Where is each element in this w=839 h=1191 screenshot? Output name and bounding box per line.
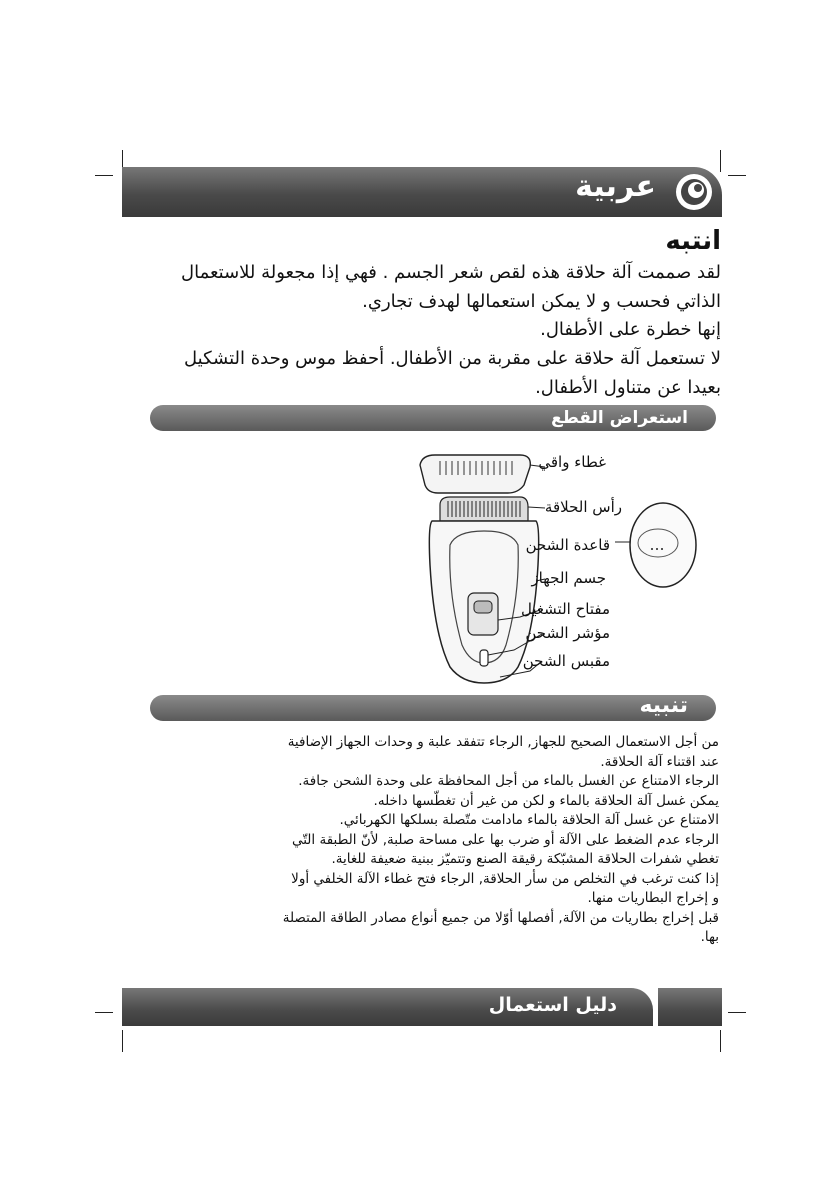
caution-line: يمكن غسل آلة الحلاقة بالماء و لكن من غير أن تغطّسها داخله. xyxy=(373,792,719,809)
caution-line: عند اقتناء آلة الحلاقة. xyxy=(600,753,719,770)
children-paragraph xyxy=(121,344,721,402)
crop-mark xyxy=(95,1012,113,1013)
caution-line: إذا كنت ترغب في التخلص من سأر الحلاقة, الرجاء فتح غطاء الآلة الخلفي أولا xyxy=(291,870,719,887)
caution-line: تغطي شفرات الحلاقة المشبّكة رقيقة الصنع وتتميّز ببنية ضعيفة للغاية. xyxy=(331,851,719,867)
caution-line: الرجاء الامتناع عن الغسل بالماء من أجل المحافظة على وحدة الشحن جافة. xyxy=(298,773,719,789)
crop-mark xyxy=(720,150,721,172)
crop-mark xyxy=(122,1030,123,1052)
header-bar xyxy=(122,167,722,217)
caution-section-title: تنبيه xyxy=(639,693,688,718)
page-language-title: عربية xyxy=(575,169,656,204)
parts-section-title: استعراض القطع xyxy=(551,408,688,428)
part-label-cap: غطاء واقي xyxy=(538,453,606,471)
intro-line: الذاتي فحسب و لا يمكن استعمالها لهدف تجاري. xyxy=(362,291,721,312)
crop-mark xyxy=(728,1012,746,1013)
intro-paragraph xyxy=(121,258,721,316)
caution-line: قبل إخراج بطاريات من الآلة, أفصلها أوّلا من جميع أنواع مصادر الطاقة المتصلة xyxy=(282,909,719,926)
parts-section-header xyxy=(150,405,716,431)
children-warning: إنها خطرة على الأطفال. xyxy=(540,319,721,340)
part-label-switch: مفتاح التشغيل xyxy=(521,600,610,618)
caution-line: الرجاء عدم الضغط على الآلة أو ضرب بها على مساحة صلبة, لأنّ الطبقة التّي xyxy=(291,831,719,848)
caution-line: من أجل الاستعمال الصحيح للجهاز, الرجاء تتفقد علبة و وحدات الجهاز الإضافية xyxy=(287,734,719,750)
part-label-indicator: مؤشر الشحن xyxy=(525,624,610,642)
shaver-diagram xyxy=(410,445,710,705)
circle-logo-icon xyxy=(674,172,714,212)
part-label-body: جسم الجهاز xyxy=(531,569,606,587)
part-label-socket: مقبس الشحن xyxy=(522,652,610,670)
intro-line: لقد صممت آلة حلاقة هذه لقص شعر الجسم . فهي إذا مجعولة للاستعمال xyxy=(181,262,721,283)
children-line: بعيدا عن متناول الأطفال. xyxy=(535,377,721,398)
caution-line: الامتناع عن غسل آلة الحلاقة بالماء مادامت متّصلة بسلكها الكهربائي. xyxy=(339,812,719,828)
warning-title: انتبه xyxy=(665,226,721,256)
caution-section-header xyxy=(150,695,716,721)
caution-line: بها. xyxy=(700,929,719,945)
crop-mark xyxy=(720,1030,721,1052)
crop-mark xyxy=(95,175,113,176)
footer-bar xyxy=(122,988,653,1026)
footer-page-tab xyxy=(658,988,722,1026)
children-line: لا تستعمل آلة حلاقة على مقربة من الأطفال. أحفظ موس وحدة التشكيل xyxy=(184,348,721,369)
crop-mark xyxy=(728,175,746,176)
part-label-head: رأس الحلاقة xyxy=(544,498,622,516)
caution-line: و إخراج البطاريات منها. xyxy=(587,890,719,906)
caution-list xyxy=(199,733,719,948)
part-label-base: قاعدة الشحن xyxy=(525,536,610,554)
footer-title: دليل استعمال xyxy=(488,994,617,1016)
